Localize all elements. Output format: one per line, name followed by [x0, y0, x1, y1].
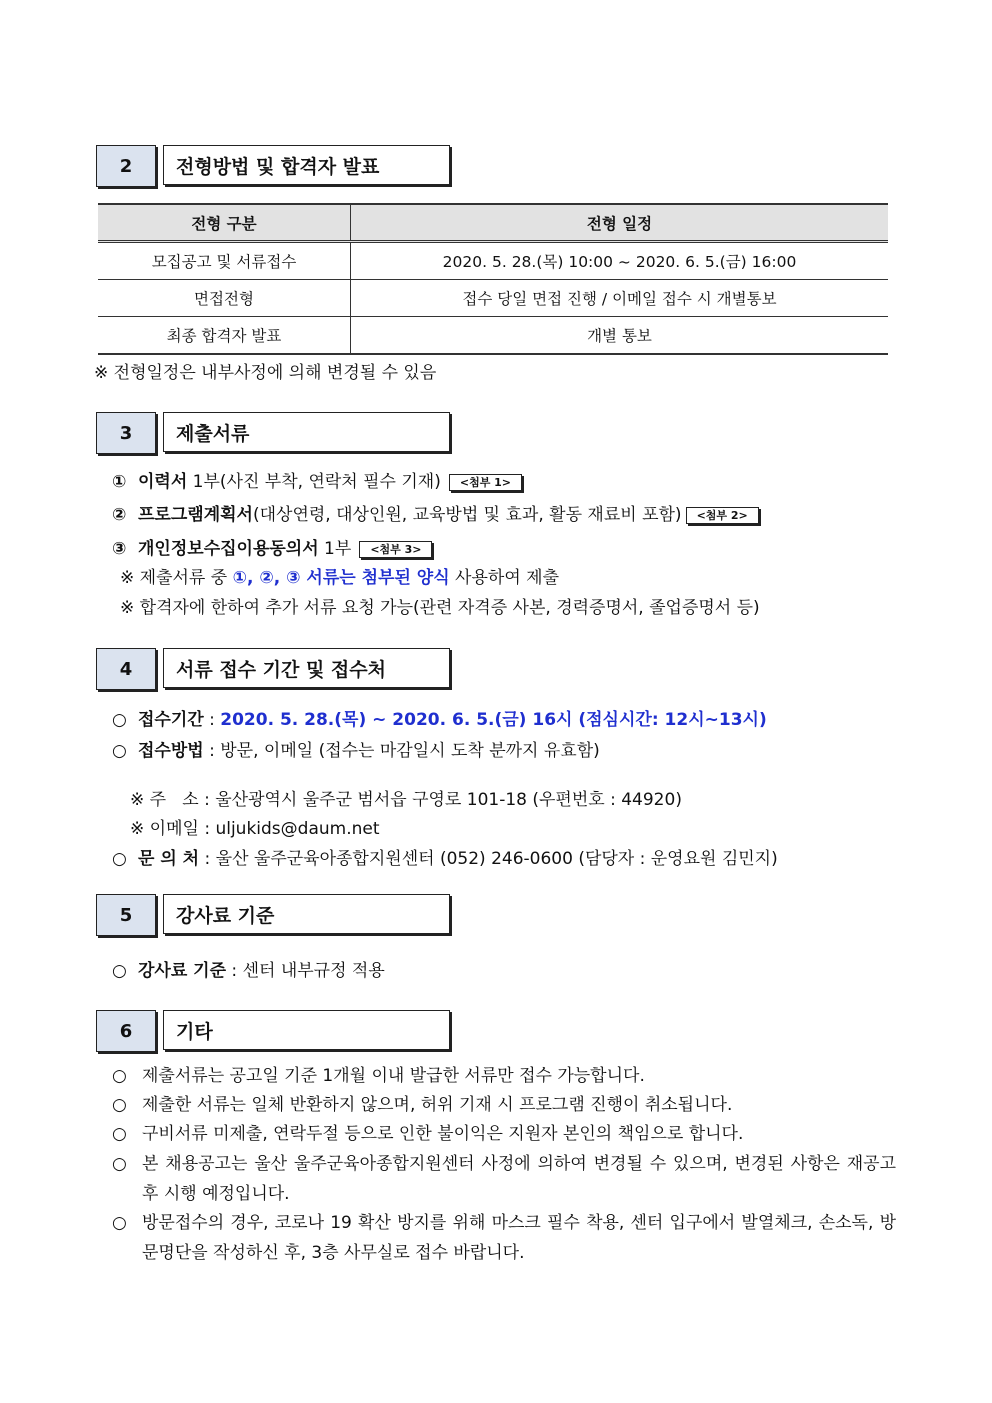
item-name: 프로그램계획서	[138, 505, 253, 525]
note-text: ※ 제출서류 중	[120, 568, 233, 588]
fee-label: 강사료 기준	[138, 961, 227, 981]
document-item-1	[112, 467, 522, 492]
item-desc: (대상연령, 대상인원, 교육방법 및 효과, 활동 재료비 포함)	[252, 505, 682, 525]
colon: :	[203, 710, 221, 730]
note-emphasis: ①, ②, ③ 서류는 첨부된 양식	[232, 568, 450, 588]
bullet: ○	[112, 1154, 127, 1174]
table-row	[98, 280, 888, 317]
application-method	[112, 736, 600, 761]
colon: :	[226, 961, 243, 981]
contact-line	[112, 844, 778, 869]
method-value: 방문, 이메일 (접수는 마감일시 도착 분까지 유효함)	[220, 741, 600, 761]
bullet: ○	[112, 1066, 127, 1086]
section-6-number: 6	[96, 1010, 156, 1052]
documents-note-1	[120, 563, 559, 588]
section-3-number: 3	[96, 412, 156, 454]
contact-value: 울산 울주군육아종합지원센터 (052) 246-0600 (담당자 : 운영요원 김민지)	[215, 849, 778, 869]
schedule-table	[98, 203, 888, 355]
table-cell: 2020. 5. 28.(목) 10:00 ~ 2020. 6. 5.(금) 16:00	[351, 242, 889, 280]
item-name: 이력서	[138, 472, 188, 492]
misc-item-2	[112, 1090, 896, 1120]
note-text: 사용하여 제출	[449, 568, 559, 588]
address-line: ※ 주 소 : 울산광역시 울주군 범서읍 구영로 101-18 (우편번호 : 44920)	[130, 790, 682, 810]
fee-value: 센터 내부규정 적용	[242, 961, 385, 981]
table-cell: 접수 당일 면접 진행 / 이메일 접수 시 개별통보	[351, 280, 889, 317]
misc-text: 본 채용공고는 울산 울주군육아종합지원센터 사정에 의하여 변경될 수 있으며, 변경된 사항은 재공고 후 시행 예정입니다.	[142, 1154, 896, 1204]
contact-label: 문 의 처	[138, 849, 200, 869]
section-2-number: 2	[96, 145, 156, 187]
bullet: ○	[112, 710, 127, 730]
fee-standard	[112, 956, 385, 981]
item-desc: 1부	[318, 539, 352, 559]
colon: :	[199, 849, 216, 869]
section-4-title: 서류 접수 기간 및 접수처	[163, 648, 450, 688]
table-header: 전형 일정	[351, 204, 889, 242]
section-5-number: 5	[96, 894, 156, 936]
misc-text: 방문접수의 경우, 코로나 19 확산 방지를 위해 마스크 필수 착용, 센터 입구에서 발열체크, 손소독, 방문명단을 작성하신 후, 3층 사무실로 접수 바랍니다.	[142, 1213, 896, 1263]
bullet: ○	[112, 1213, 127, 1233]
item-marker: ③	[112, 539, 127, 559]
table-row	[98, 317, 888, 355]
table-header: 전형 구분	[98, 204, 351, 242]
table-header-row	[98, 204, 888, 242]
attachment-tag: <첨부 1>	[449, 474, 522, 491]
email-line: ※ 이메일 : uljukids@daum.net	[130, 819, 380, 839]
misc-text: 제출한 서류는 일체 반환하지 않으며, 허위 기재 시 프로그램 진행이 취소됩니다.	[142, 1095, 733, 1115]
table-cell: 최종 합격자 발표	[98, 317, 351, 355]
method-label: 접수방법	[138, 741, 204, 761]
bullet: ○	[112, 1124, 127, 1144]
attachment-tag: <첨부 3>	[359, 541, 432, 558]
table-cell: 모집공고 및 서류접수	[98, 242, 351, 280]
section-3-title: 제출서류	[163, 412, 450, 452]
attachment-tag: <첨부 2>	[686, 507, 759, 524]
document-item-2	[112, 500, 759, 525]
item-desc: 1부(사진 부착, 연락처 필수 기재)	[187, 472, 441, 492]
misc-text: 구비서류 미제출, 연락두절 등으로 인한 불이익은 지원자 본인의 책임으로 합니다.	[142, 1124, 744, 1144]
period-label: 접수기간	[138, 710, 204, 730]
bullet: ○	[112, 1095, 127, 1115]
misc-item-3	[112, 1119, 896, 1149]
misc-item-4	[112, 1149, 896, 1209]
application-period	[112, 705, 767, 730]
table-cell: 면접전형	[98, 280, 351, 317]
bullet: ○	[112, 849, 127, 869]
bullet: ○	[112, 961, 127, 981]
item-marker: ①	[112, 472, 127, 492]
table-cell: 개별 통보	[351, 317, 889, 355]
colon: :	[203, 741, 221, 761]
period-value: 2020. 5. 28.(목) ~ 2020. 6. 5.(금) 16시 (점심시간: 12시~13시)	[220, 710, 767, 730]
documents-note-2: ※ 합격자에 한하여 추가 서류 요청 가능(관련 자격증 사본, 경력증명서, 졸업증명서 등)	[120, 598, 760, 618]
misc-item-5	[112, 1208, 896, 1268]
bullet: ○	[112, 741, 127, 761]
item-name: 개인정보수집이용동의서	[138, 539, 319, 559]
misc-item-1	[112, 1061, 896, 1091]
section-5-title: 강사료 기준	[163, 894, 450, 934]
schedule-note: ※ 전형일정은 내부사정에 의해 변경될 수 있음	[94, 363, 437, 383]
document-item-3	[112, 534, 432, 559]
item-marker: ②	[112, 505, 127, 525]
section-2-title: 전형방법 및 합격자 발표	[163, 145, 450, 185]
section-6-title: 기타	[163, 1010, 450, 1050]
section-4-number: 4	[96, 648, 156, 690]
misc-text: 제출서류는 공고일 기준 1개월 이내 발급한 서류만 접수 가능합니다.	[142, 1066, 645, 1086]
table-row	[98, 242, 888, 280]
